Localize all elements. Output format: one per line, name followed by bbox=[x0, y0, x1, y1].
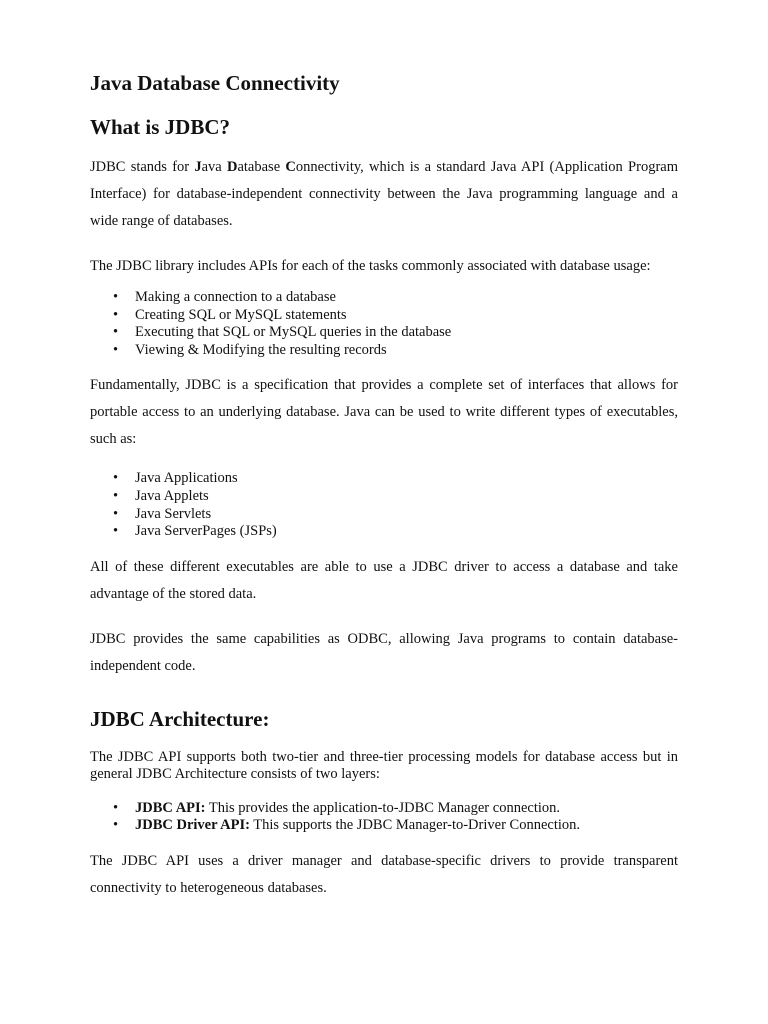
document-title: Java Database Connectivity bbox=[90, 71, 340, 95]
driver-paragraph: All of these different executables are able to use a JDBC driver to access a database and take advantage of the stored data. bbox=[90, 558, 678, 602]
list-item bbox=[90, 800, 678, 818]
models-paragraph: The JDBC API supports both two-tier and three-tier processing models for database access but in general JDBC Architecture consists of two layers: bbox=[90, 748, 678, 783]
bullet-icon: • bbox=[113, 289, 119, 305]
document-page bbox=[90, 68, 678, 902]
bullet-icon: • bbox=[113, 799, 119, 816]
bullet-icon: • bbox=[113, 505, 119, 522]
section-heading-architecture: JDBC Architecture: bbox=[90, 706, 270, 731]
bullet-icon: • bbox=[113, 817, 119, 834]
bullet-icon: • bbox=[113, 523, 119, 540]
bullet-icon: • bbox=[113, 470, 119, 487]
list-item: • Executing that SQL or MySQL queries in the database bbox=[113, 324, 452, 341]
intro-suffix: onnectivity, which is a standard Java API (Application Program Interface) for database-independent connectivity between the Java programming language and a wide range of databases. bbox=[90, 159, 678, 229]
fundamentally-paragraph: Fundamentally, JDBC is a specification that provides a complete set of interfaces that allows for portable access to an underlying database. Java can be used to write different types of executables, such as: bbox=[90, 377, 678, 448]
intro-ava: ava bbox=[201, 159, 227, 175]
intro-prefix: JDBC stands for bbox=[90, 159, 195, 175]
list-item: • Java ServerPages (JSPs) bbox=[113, 523, 277, 540]
manager-paragraph: The JDBC API uses a driver manager and database-specific drivers to provide transparent connectivity to heterogeneous databases. bbox=[90, 852, 678, 896]
bullet-icon: • bbox=[113, 341, 119, 358]
bullet-icon: • bbox=[113, 324, 119, 341]
layer-term: JDBC Driver API: bbox=[135, 817, 250, 834]
intro-letter-j: J bbox=[194, 159, 202, 175]
odbc-paragraph: JDBC provides the same capabilities as ODBC, allowing Java programs to contain database-independent code. bbox=[90, 630, 678, 674]
list-item: • Java Servlets bbox=[113, 505, 212, 522]
layer-desc: This supports the JDBC Manager-to-Driver Connection. bbox=[249, 817, 580, 834]
layers-list bbox=[90, 800, 678, 835]
executables-list bbox=[90, 470, 678, 540]
library-paragraph: The JDBC library includes APIs for each of the tasks commonly associated with database usage: bbox=[90, 258, 651, 274]
list-item bbox=[90, 817, 678, 835]
layer-term: JDBC API: bbox=[135, 799, 206, 816]
intro-paragraph bbox=[90, 154, 678, 235]
bullet-icon: • bbox=[113, 306, 119, 323]
list-item: • Viewing & Modifying the resulting records bbox=[113, 341, 387, 358]
section-heading-what-is-jdbc: What is JDBC? bbox=[90, 115, 231, 139]
list-item: • Java Applications bbox=[113, 470, 238, 487]
layer-desc: This provides the application-to-JDBC Manager connection. bbox=[205, 799, 560, 816]
intro-atabase: atabase bbox=[237, 159, 286, 175]
list-item: • Java Applets bbox=[113, 487, 209, 504]
bullet-icon: • bbox=[113, 487, 119, 504]
intro-letter-c: C bbox=[285, 159, 296, 175]
list-item: • Making a connection to a database bbox=[113, 289, 336, 305]
intro-letter-d: D bbox=[226, 159, 238, 175]
tasks-list bbox=[90, 289, 678, 359]
list-item: • Creating SQL or MySQL statements bbox=[113, 306, 347, 323]
